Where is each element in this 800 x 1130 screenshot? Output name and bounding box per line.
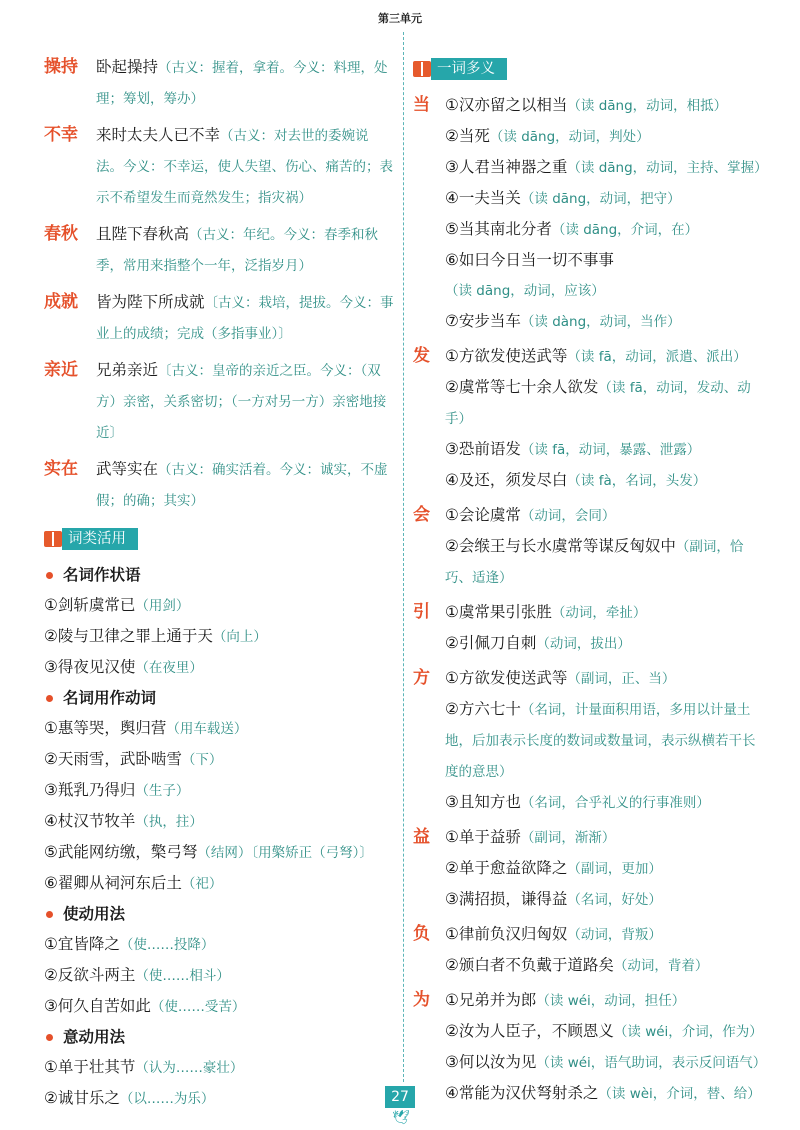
sense-text: ②颁白者不负戴于道路矣 bbox=[445, 956, 614, 974]
example-line bbox=[44, 713, 394, 744]
polysemy-items bbox=[445, 663, 768, 818]
sense-gloss: （副词，恰巧、适逢） bbox=[445, 539, 744, 586]
sense-line bbox=[445, 663, 768, 694]
group-title bbox=[44, 1022, 394, 1052]
sense-line bbox=[445, 306, 768, 337]
entry-gloss: 〔古义：皇帝的亲近之臣。今义：（双方）亲密，关系密切；（一方对另一方）亲密地接近〕 bbox=[96, 363, 387, 441]
entry-text: 卧起操持 bbox=[96, 58, 159, 76]
entry-gloss: （古义：握着，拿着。今义：料理，处理；筹划，筹办） bbox=[96, 60, 388, 107]
sense-gloss: （名词，好处） bbox=[567, 892, 662, 908]
entry-gloss: （古义：年纪。今义：春季和秋季，常用来指整个一年，泛指岁月） bbox=[96, 227, 379, 274]
entry-gloss: （古义：对去世的委婉说法。今义：不幸运，使人失望、伤心、痛苦的；表示不希望发生而竟然发生；指灾祸） bbox=[96, 128, 393, 206]
example-text: ②陵与卫律之罪上通于天 bbox=[44, 627, 213, 645]
example-line bbox=[44, 590, 394, 621]
example-text: ②诚甘乐之 bbox=[44, 1089, 120, 1107]
sense-text: ①汉亦留之以相当 bbox=[445, 96, 568, 114]
sense-gloss: （动词，背着） bbox=[613, 958, 709, 974]
sense-text: ③恐前语发 bbox=[445, 440, 521, 458]
polysemy-char: 益 bbox=[413, 827, 430, 847]
sense-text: ③满招损，谦得益 bbox=[445, 890, 568, 908]
sense-text: ③何以汝为见 bbox=[445, 1053, 537, 1071]
sense-gloss: （副词，正、当） bbox=[567, 671, 676, 687]
sense-text: ③且知方也 bbox=[445, 793, 521, 811]
polysemy-char: 会 bbox=[413, 505, 430, 525]
sense-gloss: （读 dāng，动词，判处） bbox=[489, 129, 650, 145]
sense-line bbox=[445, 500, 768, 531]
sense-gloss: （名词，计量面积用语，多用以计量土地，后加表示长度的数词或数量词，表示纵横若干长度的意思） bbox=[445, 702, 756, 780]
example-line bbox=[44, 652, 394, 683]
sense-gloss: （读 dāng，动词，主持、掌握） bbox=[567, 160, 768, 176]
polysemy-items bbox=[445, 90, 768, 337]
sense-text: ①兄弟并为郎 bbox=[445, 991, 537, 1009]
sense-line bbox=[445, 853, 768, 884]
sense-line bbox=[445, 919, 768, 950]
example-text: ①宜皆降之 bbox=[44, 935, 120, 953]
sense-text: ④及还，须发尽白 bbox=[445, 471, 568, 489]
polysemy-entry bbox=[413, 919, 768, 981]
example-line bbox=[44, 837, 394, 868]
polysemy-char: 负 bbox=[413, 924, 430, 944]
example-text: ④杖汉节牧羊 bbox=[44, 812, 136, 830]
polysemy-entry bbox=[413, 90, 768, 337]
entry-text: 兄弟亲近 bbox=[96, 361, 159, 379]
example-line bbox=[44, 1083, 394, 1114]
example-gloss: （祀） bbox=[181, 876, 223, 892]
sense-line bbox=[445, 531, 768, 593]
sense-line bbox=[445, 985, 768, 1016]
book-icon bbox=[413, 61, 431, 77]
sense-gloss: （副词，更加） bbox=[567, 861, 662, 877]
example-gloss: （生子） bbox=[135, 783, 190, 799]
entry-term: 春秋 bbox=[44, 224, 78, 244]
bullet-dot-icon bbox=[46, 911, 53, 918]
sense-text: ②汝为人臣子，不顾恩义 bbox=[445, 1022, 614, 1040]
entry-term: 成就 bbox=[44, 292, 78, 312]
gunjin-entry bbox=[44, 120, 394, 213]
gunjin-entry bbox=[44, 219, 394, 281]
example-text: ①剑斩虞常已 bbox=[44, 596, 136, 614]
polysemy-entry bbox=[413, 341, 768, 496]
sense-line bbox=[445, 628, 768, 659]
group-title bbox=[44, 683, 394, 713]
sense-gloss: （读 fā，动词，暴露、泄露） bbox=[520, 442, 701, 458]
unit-header: 第三单元 bbox=[378, 12, 422, 25]
example-text: ⑥翟卿从祠河东后土 bbox=[44, 874, 182, 892]
example-gloss: （结网）〔用檠矫正（弓弩）〕 bbox=[197, 845, 373, 861]
polysemy-items bbox=[445, 597, 768, 659]
sense-gloss: （读 wéi，介词，作为） bbox=[613, 1024, 763, 1040]
example-line bbox=[44, 960, 394, 991]
entry-body bbox=[96, 120, 394, 213]
example-line bbox=[44, 806, 394, 837]
sense-text: ②虞常等七十余人欲发 bbox=[445, 378, 599, 396]
example-line bbox=[44, 991, 394, 1022]
entry-term: 不幸 bbox=[44, 125, 78, 145]
bullet-dot-icon bbox=[46, 1034, 53, 1041]
sense-gloss: （读 wéi，语气助词，表示反问语气） bbox=[536, 1055, 767, 1071]
bullet-dot-icon bbox=[46, 695, 53, 702]
polysemy-items bbox=[445, 919, 768, 981]
sense-text: ②单于愈益欲降之 bbox=[445, 859, 568, 877]
sense-text: ①方欲发使送武等 bbox=[445, 347, 568, 365]
section-header-yiciduoyi bbox=[413, 58, 507, 80]
polysemy-items bbox=[445, 822, 768, 915]
sense-line bbox=[445, 372, 768, 434]
sense-text: ①虞常果引张胜 bbox=[445, 603, 552, 621]
example-line bbox=[44, 621, 394, 652]
gunjin-entry bbox=[44, 454, 394, 516]
sense-text: ④常能为汉伏弩射杀之 bbox=[445, 1084, 599, 1102]
sense-text: ②会缑王与长水虞常等谋反匈奴中 bbox=[445, 537, 676, 555]
sense-gloss: （读 fā，动词，发动、动手） bbox=[445, 380, 751, 427]
example-gloss: （向上） bbox=[212, 629, 267, 645]
group-title-text: 名词作状语 bbox=[63, 566, 141, 584]
sense-text: ⑥如曰今日当一切不事事 bbox=[445, 251, 614, 269]
entry-term: 实在 bbox=[44, 459, 78, 479]
sense-text: ①会论虞常 bbox=[445, 506, 521, 524]
example-text: ③羝乳乃得归 bbox=[44, 781, 136, 799]
example-text: ③得夜见汉使 bbox=[44, 658, 136, 676]
example-line bbox=[44, 744, 394, 775]
sense-line bbox=[445, 694, 768, 787]
entry-body bbox=[96, 454, 394, 516]
gunjin-entry bbox=[44, 287, 394, 349]
sense-text: ③人君当神器之重 bbox=[445, 158, 568, 176]
sense-text: ①方欲发使送武等 bbox=[445, 669, 568, 687]
gunjin-entry bbox=[44, 355, 394, 448]
example-line bbox=[44, 868, 394, 899]
polysemy-items bbox=[445, 341, 768, 496]
sense-text: ①律前负汉归匈奴 bbox=[445, 925, 568, 943]
entry-body bbox=[96, 52, 394, 114]
sense-text: ①单于益骄 bbox=[445, 828, 521, 846]
book-icon bbox=[44, 531, 62, 547]
polysemy-items bbox=[445, 985, 768, 1109]
example-gloss: （使……投降） bbox=[119, 937, 215, 953]
sense-line bbox=[445, 787, 768, 818]
left-column bbox=[44, 52, 394, 1114]
example-line bbox=[44, 1052, 394, 1083]
example-gloss: （下） bbox=[181, 752, 223, 768]
sense-gloss: （读 wèi，介词，替、给） bbox=[598, 1086, 761, 1102]
polysemy-entry bbox=[413, 663, 768, 818]
polysemy-entry bbox=[413, 822, 768, 915]
polysemy-entry bbox=[413, 500, 768, 593]
sense-gloss: （读 fà，名词，头发） bbox=[567, 473, 707, 489]
entry-text: 且陛下春秋高 bbox=[96, 225, 190, 243]
entry-text: 来时太夫人已不幸 bbox=[96, 126, 221, 144]
sense-gloss: （读 wéi，动词，担任） bbox=[536, 993, 686, 1009]
polysemy-char: 发 bbox=[413, 346, 430, 366]
sense-line bbox=[445, 1016, 768, 1047]
sense-gloss: （动词，背叛） bbox=[567, 927, 662, 943]
sense-line bbox=[445, 1078, 768, 1109]
sense-line bbox=[445, 465, 768, 496]
sense-line bbox=[445, 245, 768, 306]
group-title bbox=[44, 899, 394, 929]
entry-term: 操持 bbox=[44, 57, 78, 77]
polysemy-items bbox=[445, 500, 768, 593]
sense-line bbox=[445, 90, 768, 121]
entry-body bbox=[96, 287, 394, 349]
sense-text: ⑤当其南北分者 bbox=[445, 220, 552, 238]
sense-gloss: （动词，会同） bbox=[520, 508, 616, 524]
sense-gloss: （读 dàng，动词，当作） bbox=[520, 314, 681, 330]
entry-gloss: 〔古义：栽培，提拔。今义：事业上的成绩；完成（多指事业）〕 bbox=[96, 295, 394, 342]
sense-gloss: （读 dāng，动词，应该） bbox=[445, 283, 605, 299]
sense-line bbox=[445, 597, 768, 628]
sense-line bbox=[445, 1047, 768, 1078]
entry-text: 武等实在 bbox=[96, 460, 159, 478]
example-text: ②反欲斗两主 bbox=[44, 966, 136, 984]
sense-gloss: （读 dāng，动词，把守） bbox=[520, 191, 681, 207]
entry-gloss: （古义：确实活着。今义：诚实，不虚假；的确；其实） bbox=[96, 462, 388, 509]
group-title-text: 名词用作动词 bbox=[63, 689, 157, 707]
group-title bbox=[44, 560, 394, 590]
sense-text: ⑦安步当车 bbox=[445, 312, 521, 330]
sense-line bbox=[445, 121, 768, 152]
sense-line bbox=[445, 214, 768, 245]
sense-line bbox=[445, 152, 768, 183]
sense-gloss: （副词，渐渐） bbox=[520, 830, 616, 846]
sense-gloss: （名词，合乎礼义的行事准则） bbox=[520, 795, 710, 811]
example-line bbox=[44, 929, 394, 960]
polysemy-char: 引 bbox=[413, 602, 430, 622]
sense-gloss: （读 dāng，介词，在） bbox=[551, 222, 699, 238]
bullet-dot-icon bbox=[46, 572, 53, 579]
example-gloss: （使……相斗） bbox=[135, 968, 230, 984]
sense-gloss: （动词，拔出） bbox=[536, 636, 631, 652]
entry-body bbox=[96, 355, 394, 448]
example-text: ①惠等哭，舆归营 bbox=[44, 719, 167, 737]
example-line bbox=[44, 775, 394, 806]
group-title-text: 意动用法 bbox=[63, 1028, 126, 1046]
bird-icon: 🕊 bbox=[392, 1110, 410, 1126]
right-column bbox=[413, 52, 768, 1113]
section-title: 词类活用 bbox=[62, 528, 138, 550]
example-gloss: （用剑） bbox=[135, 598, 190, 614]
sense-text: ②当死 bbox=[445, 127, 490, 145]
group-title-text: 使动用法 bbox=[63, 905, 126, 923]
example-text: ③何久自苦如此 bbox=[44, 997, 151, 1015]
example-gloss: （在夜里） bbox=[135, 660, 203, 676]
page-number: 27 bbox=[385, 1086, 415, 1108]
polysemy-char: 为 bbox=[413, 990, 430, 1010]
example-gloss: （用车载送） bbox=[166, 721, 248, 737]
example-gloss: （使……受苦） bbox=[150, 999, 246, 1015]
section-header-cilei bbox=[44, 528, 138, 550]
example-gloss: （执，拄） bbox=[135, 814, 203, 830]
entry-body bbox=[96, 219, 394, 281]
gunjin-entry bbox=[44, 52, 394, 114]
sense-gloss: （读 fā，动词，派遣、派出） bbox=[567, 349, 747, 365]
sense-line bbox=[445, 884, 768, 915]
entry-text: 皆为陛下所成就 bbox=[96, 293, 205, 311]
example-gloss: （认为……豪壮） bbox=[135, 1060, 244, 1076]
sense-line bbox=[445, 950, 768, 981]
entry-term: 亲近 bbox=[44, 360, 78, 380]
sense-line bbox=[445, 183, 768, 214]
example-text: ②天雨雪，武卧啮雪 bbox=[44, 750, 182, 768]
sense-line bbox=[445, 822, 768, 853]
polysemy-char: 方 bbox=[413, 668, 430, 688]
sense-line bbox=[445, 341, 768, 372]
sense-text: ②引佩刀自刺 bbox=[445, 634, 537, 652]
sense-gloss: （读 dāng，动词，相抵） bbox=[567, 98, 728, 114]
example-text: ⑤武能网纺缴，檠弓弩 bbox=[44, 843, 198, 861]
sense-line bbox=[445, 434, 768, 465]
section-title: 一词多义 bbox=[431, 58, 507, 80]
polysemy-entry bbox=[413, 985, 768, 1109]
sense-gloss: （动词，牵扯） bbox=[551, 605, 647, 621]
sense-text: ④一夫当关 bbox=[445, 189, 521, 207]
example-text: ①单于壮其节 bbox=[44, 1058, 136, 1076]
polysemy-char: 当 bbox=[413, 95, 430, 115]
polysemy-entry bbox=[413, 597, 768, 659]
sense-text: ②方六七十 bbox=[445, 700, 521, 718]
column-divider bbox=[403, 32, 404, 1082]
example-gloss: （以……为乐） bbox=[119, 1091, 215, 1107]
